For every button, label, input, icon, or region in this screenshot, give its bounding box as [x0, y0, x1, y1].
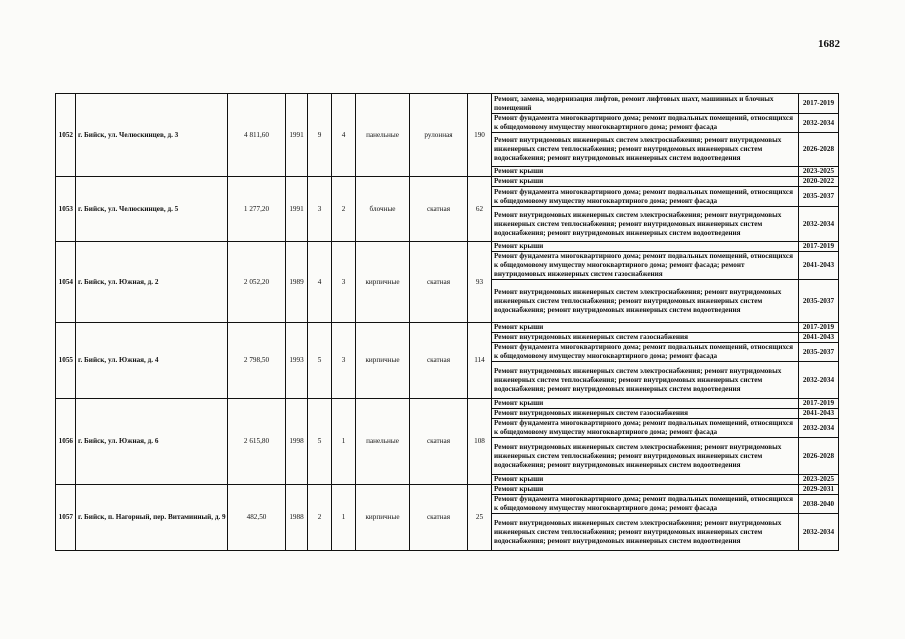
repair-work-description: Ремонт внутридомовых инженерных систем электроснабжения; ремонт внутридомовых инженерных систем теплоснабжения; ремонт внутридомовых инженерных систем водоснабжения; ремонт внутридомовых инженерных систем водоотведения	[492, 514, 799, 551]
repair-work-description: Ремонт внутридомовых инженерных систем электроснабжения; ремонт внутридомовых инженерных систем теплоснабжения; ремонт внутридомовых инженерных систем водоснабжения; ремонт внутридомовых инженерных систем водоотведения	[492, 280, 799, 323]
building-roof-type: скатная	[410, 485, 468, 551]
repair-work-description: Ремонт внутридомовых инженерных систем газоснабжения	[492, 409, 799, 419]
building-apartments: 114	[468, 323, 492, 399]
building-address: г. Бийск, ул. Челюскинцев, д. 3	[76, 94, 228, 177]
repair-period	[799, 207, 839, 242]
repair-work-description: Ремонт крыши	[492, 475, 799, 485]
repair-period-text: 2032-2034	[802, 219, 835, 228]
repair-work-description: Ремонт крыши	[492, 167, 799, 177]
building-wall-material: панельные	[356, 94, 410, 177]
repair-period-text: 2035-2037	[802, 296, 835, 305]
repair-period-text: 2017-2019	[802, 242, 835, 250]
building-area: 2 052,20	[228, 242, 286, 323]
repair-work-description: Ремонт внутридомовых инженерных систем электроснабжения; ремонт внутридомовых инженерных систем теплоснабжения; ремонт внутридомовых инженерных систем водоснабжения; ремонт внутридомовых инженерных систем водоотведения	[492, 207, 799, 242]
building-apartments: 93	[468, 242, 492, 323]
repair-period-text: 2017-2019	[802, 399, 835, 407]
building-floors: 2	[308, 485, 332, 551]
building-floors: 4	[308, 242, 332, 323]
building-year: 1993	[286, 323, 308, 399]
building-number: 1055	[56, 323, 76, 399]
building-area: 2 798,50	[228, 323, 286, 399]
building-area: 4 811,60	[228, 94, 286, 177]
repair-period	[799, 343, 839, 362]
repair-period	[799, 187, 839, 207]
repair-period-text: 2035-2037	[802, 192, 835, 200]
repair-period	[799, 475, 839, 485]
repair-period-text: 2041-2043	[802, 261, 835, 269]
repair-work-description: Ремонт фундамента многоквартирного дома; ремонт подвальных помещений, относящихся к общедомовому имуществу многоквартирного дома; ремонт фасада	[492, 343, 799, 362]
building-address: г. Бийск, ул. Южная, д. 2	[76, 242, 228, 323]
building-roof-type: скатная	[410, 242, 468, 323]
repair-period	[799, 333, 839, 343]
building-year: 1991	[286, 177, 308, 242]
repair-period-text: 2029-2031	[802, 485, 835, 493]
building-number: 1054	[56, 242, 76, 323]
repair-period-text: 2032-2034	[802, 423, 835, 432]
building-entrances: 2	[332, 177, 356, 242]
repair-period-text: 2032-2034	[802, 375, 835, 384]
building-entrances: 3	[332, 242, 356, 323]
repair-period-text: 2041-2043	[802, 409, 835, 417]
building-apartments: 108	[468, 399, 492, 485]
repair-work-description: Ремонт крыши	[492, 177, 799, 187]
building-wall-material: кирпичные	[356, 242, 410, 323]
building-wall-material: кирпичные	[356, 323, 410, 399]
repair-period	[799, 323, 839, 333]
repair-period	[799, 280, 839, 323]
repair-work-description: Ремонт крыши	[492, 485, 799, 495]
building-roof-type: рулонная	[410, 94, 468, 177]
repair-work-description: Ремонт внутридомовых инженерных систем электроснабжения; ремонт внутридомовых инженерных систем теплоснабжения; ремонт внутридомовых инженерных систем водоснабжения; ремонт внутридомовых инженерных систем водоотведения	[492, 438, 799, 475]
building-area: 1 277,20	[228, 177, 286, 242]
building-floors: 5	[308, 399, 332, 485]
building-entrances: 4	[332, 94, 356, 177]
table-row	[56, 242, 839, 252]
building-year: 1988	[286, 485, 308, 551]
building-apartments: 25	[468, 485, 492, 551]
repair-period-text: 2017-2019	[802, 99, 835, 107]
repair-period-text: 2023-2025	[802, 167, 835, 175]
building-floors: 9	[308, 94, 332, 177]
repair-period-text: 2032-2034	[802, 118, 835, 127]
repair-period	[799, 419, 839, 438]
repair-period	[799, 438, 839, 475]
table-row	[56, 485, 839, 495]
repair-period-text: 2035-2037	[802, 347, 835, 356]
building-entrances: 3	[332, 323, 356, 399]
repair-period	[799, 252, 839, 280]
building-entrances: 1	[332, 399, 356, 485]
repair-period-text: 2023-2025	[802, 475, 835, 483]
building-wall-material: блочные	[356, 177, 410, 242]
repair-period	[799, 167, 839, 177]
repair-period	[799, 94, 839, 114]
building-number: 1057	[56, 485, 76, 551]
building-roof-type: скатная	[410, 177, 468, 242]
building-wall-material: кирпичные	[356, 485, 410, 551]
repair-period-text: 2026-2028	[802, 451, 835, 460]
building-floors: 5	[308, 323, 332, 399]
repair-work-description: Ремонт, замена, модернизация лифтов, ремонт лифтовых шахт, машинных и блочных помещений	[492, 94, 799, 114]
table-row	[56, 399, 839, 409]
building-area: 2 615,80	[228, 399, 286, 485]
repair-work-description: Ремонт внутридомовых инженерных систем электроснабжения; ремонт внутридомовых инженерных систем теплоснабжения; ремонт внутридомовых инженерных систем водоснабжения; ремонт внутридомовых инженерных систем водоотведения	[492, 362, 799, 399]
building-apartments: 190	[468, 94, 492, 177]
building-year: 1998	[286, 399, 308, 485]
repair-work-description: Ремонт фундамента многоквартирного дома; ремонт подвальных помещений, относящихся к общедомовому имуществу многоквартирного дома; ремонт фасада	[492, 187, 799, 207]
repair-period	[799, 514, 839, 551]
repair-period	[799, 177, 839, 187]
building-year: 1991	[286, 94, 308, 177]
building-apartments: 62	[468, 177, 492, 242]
building-wall-material: панельные	[356, 399, 410, 485]
building-entrances: 1	[332, 485, 356, 551]
table-body	[56, 94, 839, 551]
table-row	[56, 177, 839, 187]
repair-period	[799, 114, 839, 133]
repair-work-description: Ремонт фундамента многоквартирного дома; ремонт подвальных помещений, относящихся к общедомовому имуществу многоквартирного дома; ремонт фасада	[492, 419, 799, 438]
repair-work-description: Ремонт фундамента многоквартирного дома; ремонт подвальных помещений, относящихся к общедомовому имуществу многоквартирного дома; ремонт фасада; ремонт внутридомовых инженерных систем газоснабжения	[492, 252, 799, 280]
repair-period-text: 2020-2022	[802, 177, 835, 185]
repair-period	[799, 242, 839, 252]
repair-period-text: 2038-2040	[802, 499, 835, 508]
repair-period	[799, 495, 839, 514]
table-row	[56, 323, 839, 333]
building-address: г. Бийск, п. Нагорный, пер. Витаминный, д. 9	[76, 485, 228, 551]
repair-period-text: 2041-2043	[802, 333, 835, 341]
repair-work-description: Ремонт фундамента многоквартирного дома; ремонт подвальных помещений, относящихся к общедомовому имуществу многоквартирного дома; ремонт фасада	[492, 114, 799, 133]
building-address: г. Бийск, ул. Южная, д. 6	[76, 399, 228, 485]
repair-work-description: Ремонт внутридомовых инженерных систем газоснабжения	[492, 333, 799, 343]
repair-work-description: Ремонт крыши	[492, 399, 799, 409]
repair-work-description: Ремонт фундамента многоквартирного дома; ремонт подвальных помещений, относящихся к общедомовому имуществу многоквартирного дома; ремонт фасада	[492, 495, 799, 514]
building-address: г. Бийск, ул. Челюскинцев, д. 5	[76, 177, 228, 242]
building-floors: 3	[308, 177, 332, 242]
table-row	[56, 94, 839, 114]
repair-period	[799, 409, 839, 419]
building-number: 1053	[56, 177, 76, 242]
building-roof-type: скатная	[410, 323, 468, 399]
repair-work-description: Ремонт крыши	[492, 242, 799, 252]
housing-repair-table	[55, 93, 839, 551]
repair-work-description: Ремонт крыши	[492, 323, 799, 333]
repair-period-text: 2017-2019	[802, 323, 835, 331]
page-number: 1682	[818, 38, 840, 50]
repair-period	[799, 485, 839, 495]
building-address: г. Бийск, ул. Южная, д. 4	[76, 323, 228, 399]
building-year: 1989	[286, 242, 308, 323]
repair-period	[799, 133, 839, 167]
repair-period-text: 2026-2028	[802, 145, 835, 153]
building-number: 1056	[56, 399, 76, 485]
building-roof-type: скатная	[410, 399, 468, 485]
building-area: 482,50	[228, 485, 286, 551]
repair-work-description: Ремонт внутридомовых инженерных систем электроснабжения; ремонт внутридомовых инженерных систем теплоснабжения; ремонт внутридомовых инженерных систем водоснабжения; ремонт внутридомовых инженерных систем водоотведения	[492, 133, 799, 167]
building-number: 1052	[56, 94, 76, 177]
repair-period-text: 2032-2034	[802, 527, 835, 536]
repair-period	[799, 399, 839, 409]
repair-period	[799, 362, 839, 399]
